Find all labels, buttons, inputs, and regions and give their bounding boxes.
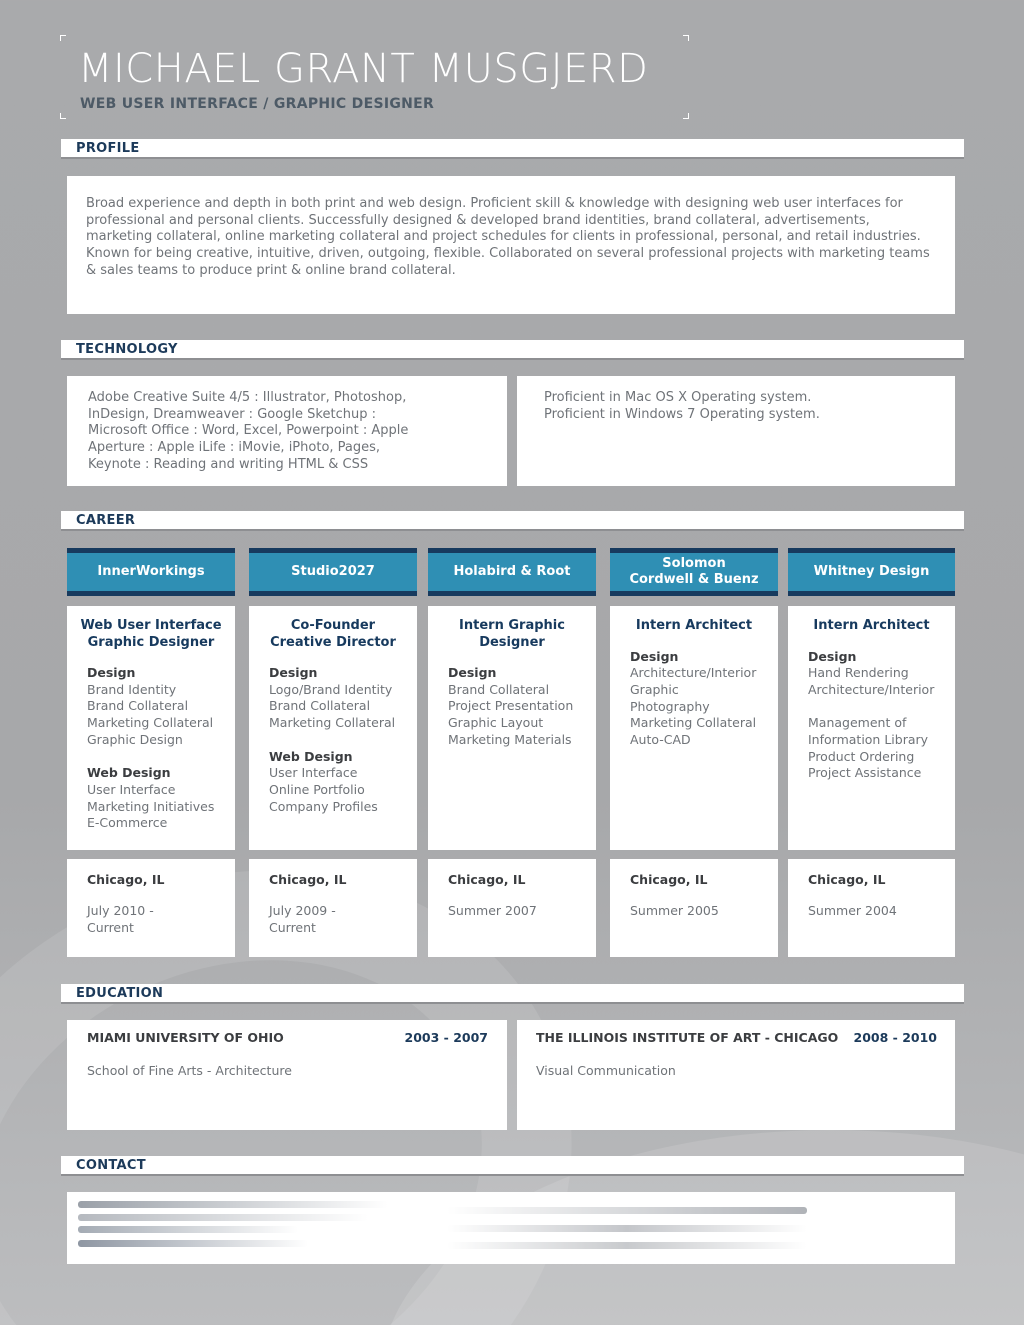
contact-panel-redacted bbox=[67, 1192, 955, 1264]
job-line: Web Design bbox=[87, 765, 171, 781]
section-title: CONTACT bbox=[76, 1158, 146, 1173]
job-location: Chicago, IL bbox=[630, 872, 708, 887]
job-location: Chicago, IL bbox=[87, 872, 165, 887]
career-details bbox=[788, 606, 955, 850]
career-details bbox=[428, 606, 596, 850]
school-years: 2008 - 2010 bbox=[853, 1030, 937, 1045]
career-details bbox=[67, 606, 235, 850]
career-location-date bbox=[610, 859, 778, 957]
job-line: Product Ordering bbox=[808, 748, 915, 764]
company-name: Studio2027 bbox=[291, 564, 375, 579]
education-card bbox=[67, 1020, 507, 1130]
redacted-line bbox=[78, 1214, 368, 1221]
company-name: Whitney Design bbox=[813, 564, 930, 579]
education-card bbox=[517, 1020, 955, 1130]
career-details bbox=[610, 606, 778, 850]
job-line: Web Design bbox=[269, 748, 353, 764]
job-line: Graphic bbox=[630, 681, 679, 697]
section-header-technology bbox=[61, 340, 964, 360]
redacted-line bbox=[78, 1201, 388, 1208]
crop-mark bbox=[60, 35, 66, 41]
career-company-header bbox=[428, 548, 596, 596]
os-mac: Proficient in Mac OS X Operating system. bbox=[544, 390, 812, 405]
spacer bbox=[87, 749, 225, 766]
job-responsibilities bbox=[269, 665, 407, 815]
job-line: Photography bbox=[630, 698, 710, 714]
career-company-header bbox=[610, 548, 778, 596]
job-line: Online Portfolio bbox=[269, 781, 365, 797]
job-line: Graphic Design bbox=[87, 731, 183, 747]
job-location: Chicago, IL bbox=[808, 872, 886, 887]
crop-mark bbox=[683, 35, 689, 41]
job-line: Brand Collateral bbox=[87, 698, 189, 714]
job-line: Information Library bbox=[808, 732, 929, 747]
resume-title: WEB USER INTERFACE / GRAPHIC DESIGNER bbox=[80, 96, 435, 112]
job-line: Marketing Materials bbox=[448, 731, 572, 747]
section-title: PROFILE bbox=[76, 141, 140, 156]
career-location-date bbox=[428, 859, 596, 957]
section-title: EDUCATION bbox=[76, 986, 164, 1001]
software-list: Adobe Creative Suite 4/5 : Illustrator, Photoshop, InDesign, Dreamweaver : Google Sketchup : Microsoft Office : Word, Excel, Powerpoint : Apple Aperture : Apple iLife : iMovie, iPhoto, Pages, Keynote : Reading and writing HTML & CSS bbox=[88, 390, 409, 472]
redacted-line bbox=[447, 1225, 807, 1232]
job-responsibilities bbox=[87, 665, 225, 832]
career-company-header bbox=[249, 548, 417, 596]
career-location-date bbox=[249, 859, 417, 957]
job-line: Project Presentation bbox=[448, 698, 574, 714]
job-line: Design bbox=[808, 648, 857, 664]
job-role: Co-Founder Creative Director bbox=[270, 618, 396, 650]
spacer bbox=[808, 699, 945, 716]
job-line: Project Assistance bbox=[808, 765, 922, 781]
job-dates: July 2009 - Current bbox=[269, 903, 336, 935]
section-header-profile bbox=[61, 139, 964, 159]
career-location-date bbox=[788, 859, 955, 957]
job-role: Intern Architect bbox=[813, 618, 930, 633]
spacer bbox=[269, 732, 407, 749]
school-name: THE ILLINOIS INSTITUTE OF ART - CHICAGO bbox=[536, 1030, 839, 1045]
job-line: Design bbox=[448, 665, 497, 680]
job-line: Design bbox=[87, 665, 136, 680]
job-role: Intern Graphic Designer bbox=[459, 618, 565, 650]
job-line: Architecture/Interior bbox=[630, 665, 757, 681]
job-dates: July 2010 - Current bbox=[87, 903, 154, 935]
job-line: Brand Collateral bbox=[269, 698, 371, 714]
job-location: Chicago, IL bbox=[269, 872, 347, 887]
job-line: User Interface bbox=[87, 781, 176, 797]
job-line: Design bbox=[269, 665, 318, 680]
company-name: Holabird & Root bbox=[453, 564, 571, 579]
job-line: Logo/Brand Identity bbox=[269, 681, 393, 697]
crop-mark bbox=[683, 113, 689, 119]
job-line: User Interface bbox=[269, 765, 358, 781]
job-line: E-Commerce bbox=[87, 815, 168, 831]
school-name: MIAMI UNIVERSITY OF OHIO bbox=[87, 1030, 284, 1045]
redacted-line bbox=[447, 1242, 807, 1249]
os-windows: Proficient in Windows 7 Operating system. bbox=[544, 406, 820, 422]
company-name: InnerWorkings bbox=[97, 564, 205, 579]
technology-os-panel bbox=[517, 376, 955, 486]
job-dates: Summer 2004 bbox=[808, 903, 897, 918]
job-line: Hand Rendering bbox=[808, 665, 909, 681]
school-program: School of Fine Arts - Architecture bbox=[87, 1063, 292, 1078]
technology-software-panel bbox=[67, 376, 507, 486]
section-title: CAREER bbox=[76, 513, 136, 528]
company-name: Solomon Cordwell & Buenz bbox=[629, 556, 759, 587]
job-line: Marketing Initiatives bbox=[87, 798, 215, 814]
job-line: Brand Collateral bbox=[448, 681, 550, 697]
section-title: TECHNOLOGY bbox=[76, 342, 178, 357]
career-location-date bbox=[67, 859, 235, 957]
job-line: Company Profiles bbox=[269, 798, 378, 814]
job-location: Chicago, IL bbox=[448, 872, 526, 887]
resume-name: MICHAEL GRANT MUSGJERD bbox=[78, 46, 649, 92]
crop-mark bbox=[60, 113, 66, 119]
job-line: Auto-CAD bbox=[630, 732, 691, 748]
redacted-line bbox=[78, 1240, 308, 1247]
job-responsibilities bbox=[808, 649, 945, 783]
redacted-line bbox=[447, 1207, 807, 1214]
school-years: 2003 - 2007 bbox=[404, 1030, 488, 1045]
job-line: Management of bbox=[808, 715, 907, 731]
school-program: Visual Communication bbox=[536, 1063, 676, 1078]
career-details bbox=[249, 606, 417, 850]
job-line: Marketing Collateral bbox=[630, 715, 757, 731]
job-dates: Summer 2007 bbox=[448, 903, 537, 918]
job-role: Intern Architect bbox=[635, 618, 753, 633]
job-line: Graphic Layout bbox=[448, 715, 544, 731]
profile-panel bbox=[67, 176, 955, 314]
career-company-header bbox=[788, 548, 955, 596]
profile-text: Broad experience and depth in both print and web design. Proficient skill & knowledge with designing web user interfaces for professional and personal clients. Successfully designed & developed brand identities, brand collateral, advertisements, marketing collateral, online marketing collateral and project schedules for clients in professional, personal, and retail industries. Known for being creative, intuitive, driven, outgoing, flexible. Collaborated on several professional projects with marketing teams & sales teams to produce print & online brand collateral. bbox=[86, 196, 930, 278]
section-header-contact bbox=[61, 1156, 964, 1176]
job-line: Design bbox=[630, 648, 679, 664]
section-header-career bbox=[61, 511, 964, 531]
job-responsibilities bbox=[448, 665, 586, 749]
career-company-header bbox=[67, 548, 235, 596]
job-line: Marketing Collateral bbox=[87, 715, 214, 731]
job-dates: Summer 2005 bbox=[630, 903, 719, 918]
job-line: Brand Identity bbox=[87, 681, 177, 697]
job-role: Web User Interface Graphic Designer bbox=[80, 618, 222, 650]
job-line: Marketing Collateral bbox=[269, 715, 396, 731]
job-responsibilities bbox=[630, 649, 768, 749]
section-header-education bbox=[61, 984, 964, 1004]
redacted-line bbox=[78, 1226, 298, 1233]
job-line: Architecture/Interior bbox=[808, 681, 935, 697]
